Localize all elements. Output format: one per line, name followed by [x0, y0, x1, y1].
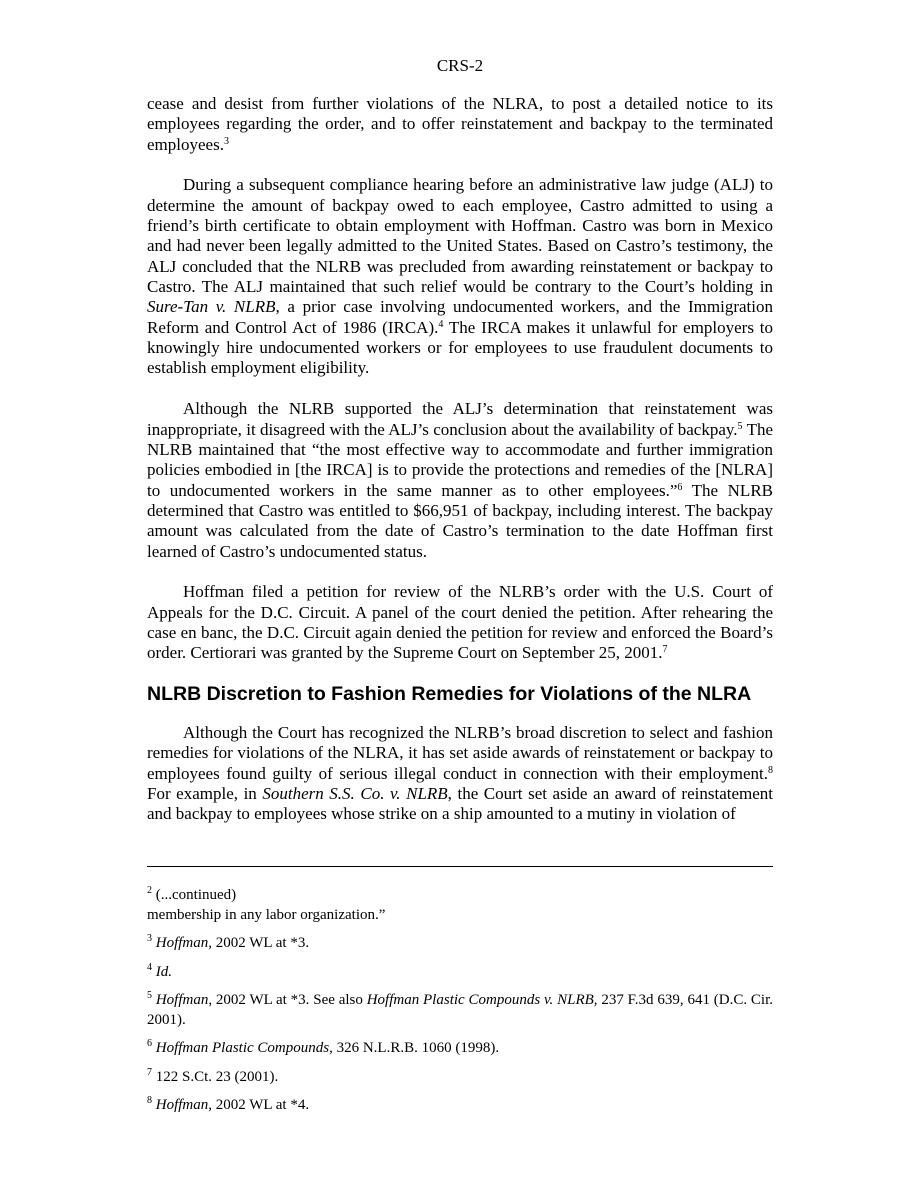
footnote-7: [147, 1068, 773, 1088]
footnote-ref-7: 7: [662, 644, 668, 656]
footnote-text: , 237 F.3d 639, 641 (D.C. Cir. 2001).: [147, 992, 774, 1028]
paragraph-text: Although the Court has recognized the NLRB’s broad discretion to select and fashion remedies for violations of the NLRA, it has set aside awards of reinstatement or backpay to employees found guilty of serious illegal conduct in connection with their employment.: [147, 722, 773, 783]
paragraph-text: The NLRB determined that Castro was entitled to $66,951 of backpay, including interest. The backpay amount was calculated from the date of Castro’s termination to the date Hoffman first learned of Castro’s undocumented status.: [147, 480, 773, 561]
footnote-6: [147, 1039, 773, 1059]
case-name-southern-ss: Southern S.S. Co. v. NLRB: [262, 784, 448, 803]
footnote-number: 6: [147, 1038, 152, 1049]
footnote-number: 8: [147, 1095, 152, 1106]
citation: Hoffman Plastic Compounds v. NLRB: [366, 992, 594, 1008]
page-number-header: CRS-2: [436, 56, 484, 75]
citation: Hoffman: [155, 935, 209, 951]
paragraph-1: [147, 94, 773, 155]
paragraph-text: cease and desist from further violations of the NLRA, to post a detailed notice to its employees regarding the order, and to offer reinstatement and backpay to the terminated employees.: [147, 94, 773, 154]
paragraph-text: , the Court set aside an award of reinstatement and backpay to employees whose strike on a ship amounted to a mutiny in violation of: [147, 784, 774, 824]
paragraph-text: Hoffman filed a petition for review of the NLRB’s order with the U.S. Court of Appeals for the D.C. Circuit. A panel of the court denied the petition. After rehearing the case en banc, the D.C. Circuit again denied the petition for review and enforced the Board’s order. Certiorari was granted by the Supreme Court on September 25, 2001.: [147, 582, 773, 663]
footnote-text: , 2002 WL at *3. See also: [208, 992, 367, 1008]
paragraph-text: For example, in: [147, 784, 263, 803]
footnote-number: 2: [147, 885, 152, 896]
footnote-text: , 2002 WL at *3.: [208, 935, 310, 951]
footnote-number: 5: [147, 990, 152, 1001]
citation: Hoffman: [155, 992, 209, 1008]
footnote-ref-4: 4: [438, 318, 444, 330]
paragraph-2: [147, 175, 773, 378]
footnote-text: , 2002 WL at *4.: [208, 1097, 310, 1113]
footnote-number: 3: [147, 933, 152, 944]
footnote-4: [147, 963, 773, 983]
footnotes: [147, 886, 773, 1125]
footnote-2: [147, 886, 773, 906]
body-text: [147, 94, 773, 825]
paragraph-text: During a subsequent compliance hearing before an administrative law judge (ALJ) to determine the amount of backpay owed to each employee, Castro admitted to using a friend’s birth certificate to obtain employment with Hoffman. Castro was born in Mexico and had never been legally admitted to the United States. Based on Castro’s testimony, the ALJ concluded that the NLRB was precluded from awarding reinstatement or backpay to Castro. The ALJ maintained that such relief would be contrary to the Court’s holding in: [147, 175, 773, 297]
paragraph-3: [147, 399, 773, 562]
footnote-5: [147, 991, 773, 1030]
footnote-ref-6: 6: [677, 481, 683, 493]
paragraph-text: The NLRB maintained that “the most effective way to accommodate and further immigration policies embodied in [the IRCA] is to provide the protections and remedies of the [NLRA] to undocumented workers in the same manner as to other employees.”: [147, 419, 773, 500]
paragraph-text: , a prior case involving undocumented workers, and the Immigration Reform and Control Act of 1986 (IRCA).: [147, 297, 773, 337]
footnote-8: [147, 1096, 773, 1116]
footnote-2-continued: membership in any labor organization.”: [147, 906, 386, 923]
citation: Hoffman: [155, 1097, 209, 1113]
paragraph-5: [147, 723, 773, 825]
footnote-number: 7: [147, 1066, 152, 1078]
case-name-sure-tan: Sure-Tan v. NLRB: [147, 297, 276, 317]
footnote-ref-5: 5: [737, 420, 743, 432]
paragraph-4: [147, 582, 773, 663]
citation: Hoffman Plastic Compounds: [155, 1040, 330, 1056]
paragraph-text: Although the NLRB supported the ALJ’s determination that reinstatement was inappropriate, it disagreed with the ALJ’s conclusion about the availability of backpay.: [147, 399, 773, 439]
footnote-ref-8: 8: [768, 764, 773, 776]
footnote-divider: [147, 866, 773, 867]
footnote-text: 122 S.Ct. 23 (2001).: [152, 1068, 279, 1085]
footnote-text: , 326 N.L.R.B. 1060 (1998).: [329, 1040, 500, 1056]
footnote-number: 4: [147, 961, 152, 973]
footnote-3: [147, 934, 773, 954]
citation: Id.: [155, 963, 172, 980]
section-heading: NLRB Discretion to Fashion Remedies for Violations of the NLRA: [147, 682, 752, 705]
paragraph-text: The IRCA makes it unlawful for employers to knowingly hire undocumented workers or for employees to use fraudulent documents to establish employment eligibility.: [147, 317, 773, 378]
footnote-text: (...continued): [152, 887, 237, 903]
footnote-ref-3: 3: [223, 135, 229, 147]
